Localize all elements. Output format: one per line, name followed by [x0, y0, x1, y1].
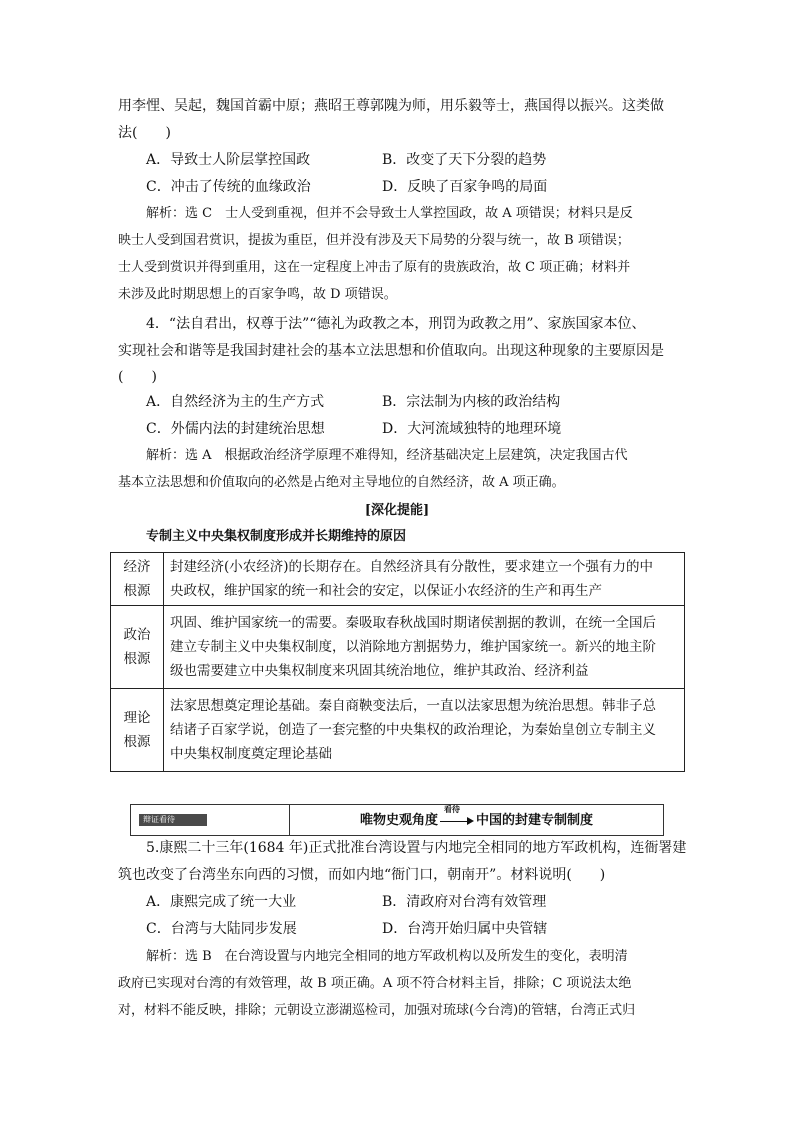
q3-option-a: A．导致士人阶层掌控国政 [146, 152, 311, 168]
row-header: 理论 根源 [111, 689, 164, 772]
banner-left-panel [131, 805, 290, 835]
q4-solution-line-1: 解析：选 A 根据政治经济学原理不难得知，经济基础决定上层建筑，决定我国古代 [146, 448, 628, 463]
q3-solution-line-1: 解析：选 C 士人受到重视，但并不会导致士人掌控国政，故 A 项错误；材料只是反 [146, 206, 633, 221]
q5-stem-line-2: 筑也改变了台湾坐东向西的习惯，而如内地“衙门口，朝南开”。材料说明( ) [118, 867, 606, 883]
q3-solution-line-2: 映士人受到国君赏识，提拔为重臣，但并没有涉及天下局势的分裂与统一，故 B 项错误； [118, 233, 630, 248]
q3-option-c: C．冲击了传统的血缘政治 [146, 179, 311, 195]
q4-stem-line-1: 4．“法自君出，权尊于法”“德礼为政教之本，刑罚为政教之用”、家族国家本位、 [146, 316, 646, 332]
q5-solution-line-2: 政府已实现对台湾的有效管理，故 B 项正确。A 项不符合材料主旨，排除；C 项说法太绝 [118, 976, 632, 991]
q5-solution-line-1: 解析：选 B 在台湾设置与内地完全相同的地方军政机构以及所发生的变化，表明清 [146, 949, 628, 964]
q3-solution-line-3: 士人受到赏识并得到重用，这在一定程度上冲击了原有的贵族政治，故 C 项正确；材料并 [118, 260, 631, 275]
table-row [111, 553, 685, 606]
q3-option-d: D．反映了百家争鸣的局面 [382, 179, 548, 195]
q3-solution-line-4: 未涉及此时期思想上的百家争鸣，故 D 项错误。 [118, 287, 397, 302]
q5-option-c: C．台湾与大陆同步发展 [146, 921, 297, 937]
q5-option-a: A．康熙完成了统一大业 [146, 894, 297, 910]
q4-option-a: A．自然经济为主的生产方式 [146, 394, 325, 410]
row-header: 政治 根源 [111, 606, 164, 689]
banner-left-text: 唯物史观角度 [359, 813, 438, 828]
section-heading: [深化提能] [364, 503, 430, 518]
q3-stem-line-2: 法( ) [118, 125, 171, 141]
row-content: 封建经济(小农经济)的长期存在。自然经济具有分散性，要求建立一个强有力的中 央政权，维护国家的统一和社会的安定，以保证小农经济的生产和再生产 [164, 553, 685, 606]
table-row [111, 689, 685, 772]
banner-title [290, 805, 663, 835]
q5-option-b: B．清政府对台湾有效管理 [382, 894, 547, 910]
q4-stem-line-3: ( ) [118, 369, 157, 385]
q4-option-d: D．大河流域独特的地理环境 [382, 421, 562, 437]
banner-tag: 辩证看待 [139, 814, 207, 826]
row-header: 经济 根源 [111, 553, 164, 606]
q4-option-b: B．宗法制为内核的政治结构 [382, 394, 561, 410]
arrow-right-icon: 看待 [440, 816, 474, 826]
row-content: 法家思想奠定理论基础。秦自商鞅变法后，一直以法家思想为统治思想。韩非子总 结诸子百家学说，创造了一套完整的中央集权的政治理论，为秦始皇创立专制主义 中央集权制度奠定理论基础 [164, 689, 685, 772]
table-row [111, 606, 685, 689]
q5-option-d: D．台湾开始归属中央管辖 [382, 921, 548, 937]
q4-option-c: C．外儒内法的封建统治思想 [146, 421, 325, 437]
section-subheading: 专制主义中央集权制度形成并长期维持的原因 [146, 529, 407, 544]
q4-stem-line-2: 实现社会和谐等是我国封建社会的基本立法思想和价值取向。出现这种现象的主要原因是 [118, 343, 664, 359]
causes-table [110, 552, 685, 772]
q3-stem-line-1: 用李悝、吴起，魏国首霸中原；燕昭王尊郭隗为师，用乐毅等士，燕国得以振兴。这类做 [118, 98, 664, 114]
topic-banner [130, 804, 664, 836]
q3-option-b: B．改变了天下分裂的趋势 [382, 152, 547, 168]
row-content: 巩固、维护国家统一的需要。秦吸取春秋战国时期诸侯割据的教训，在统一全国后 建立专制主义中央集权制度，以消除地方割据势力，维护国家统一。新兴的地主阶 级也需要建立中央集权制度来巩固其统治地位，维护其政治、经济利益 [164, 606, 685, 689]
q4-solution-line-2: 基本立法思想和价值取向的必然是占绝对主导地位的自然经济，故 A 项正确。 [118, 475, 565, 490]
q5-solution-line-3: 对，材料不能反映，排除；元朝设立澎湖巡检司，加强对琉球(今台湾)的管辖，台湾正式归 [118, 1003, 636, 1018]
banner-right-text: 中国的封建专制制度 [476, 813, 594, 828]
q5-stem-line-1: 5.康熙二十三年(1684 年)正式批准台湾设置与内地完全相同的地方军政机构，连衙署建 [146, 840, 687, 856]
